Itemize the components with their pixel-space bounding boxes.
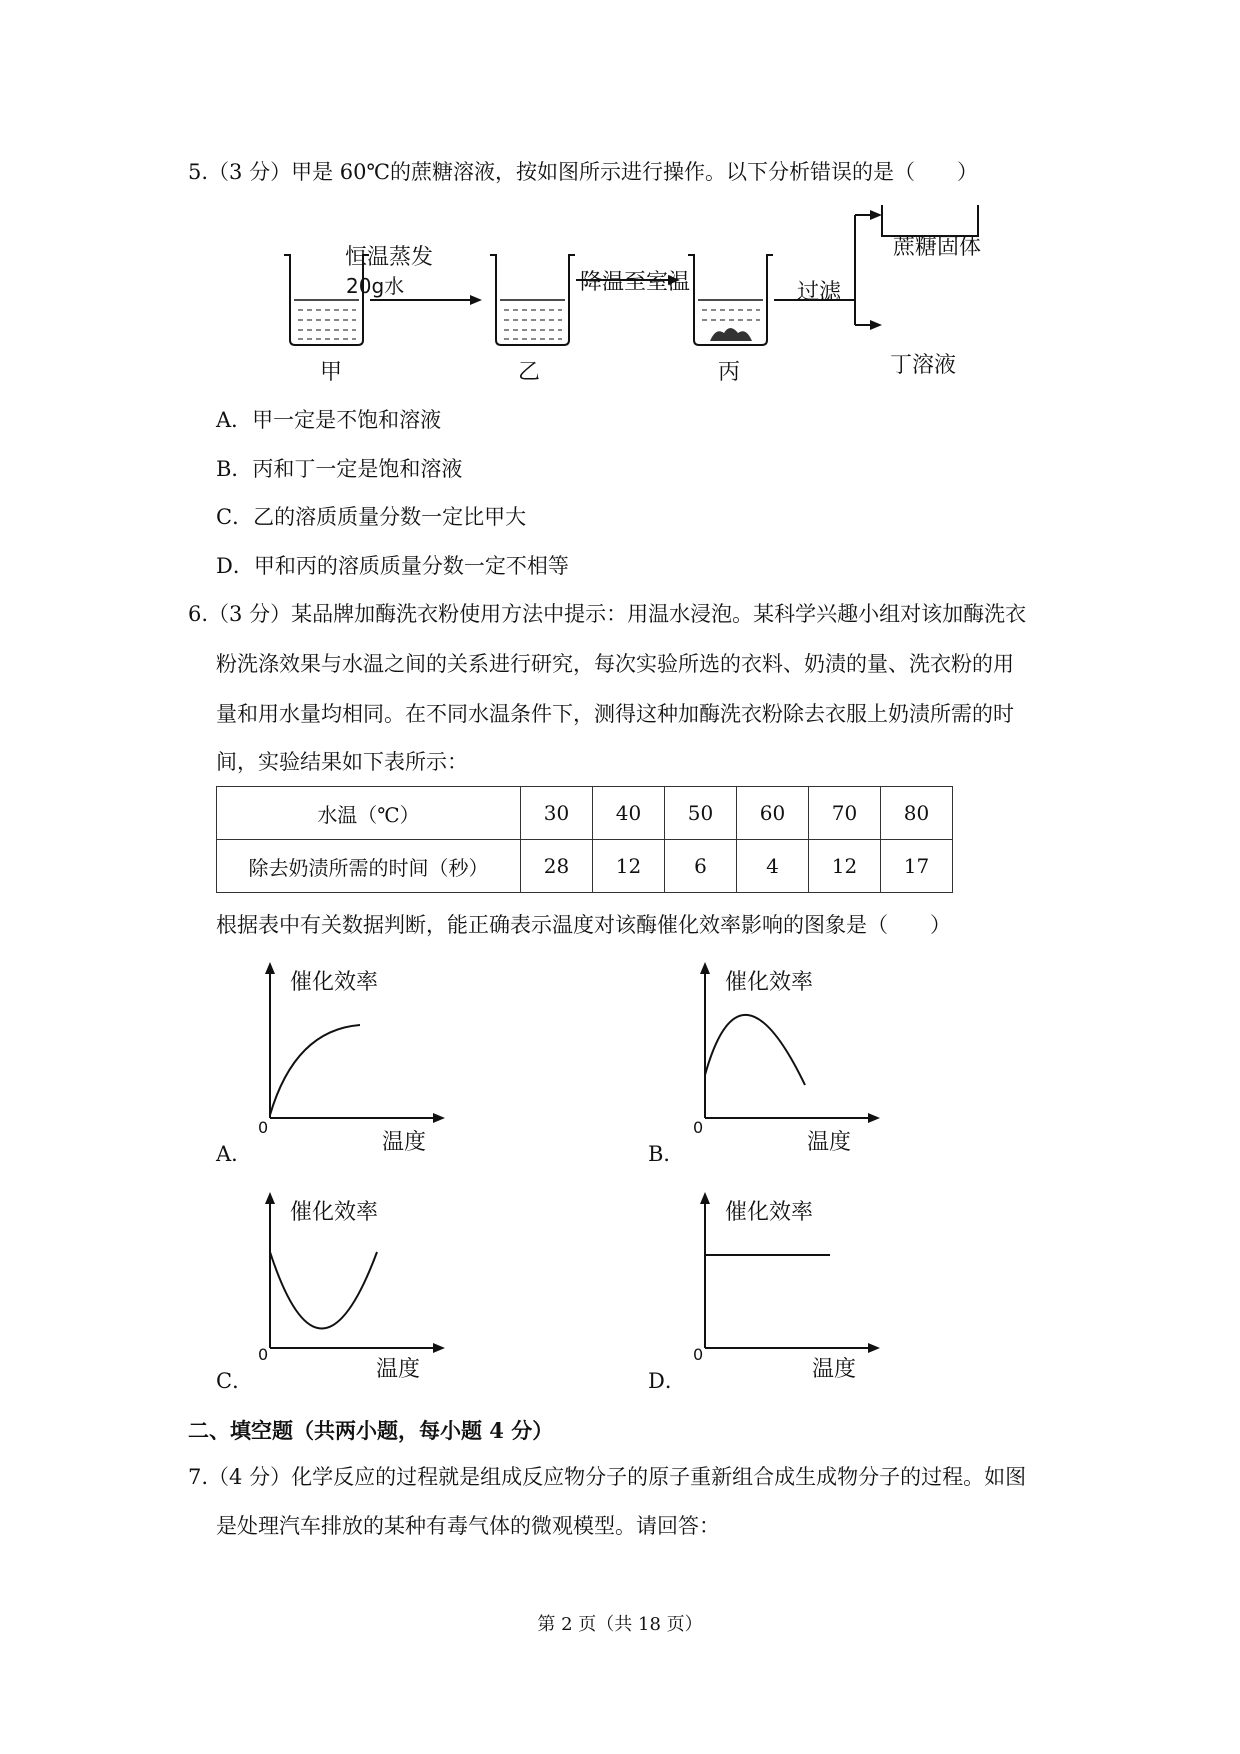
output-liquid-label: 丁溶液 — [890, 353, 957, 378]
beaker-label-jia: 甲 — [320, 360, 343, 385]
q5-option-c: C．乙的溶质质量分数一定比甲大 — [216, 505, 527, 529]
q6-stem-line-2: 粉洗涤效果与水温之间的关系进行研究，每次实验所选的衣料、奶渍的量、洗衣粉的用 — [216, 652, 1014, 676]
q6-stem-line-1: 6.（3 分）某品牌加酶洗衣粉使用方法中提示：用温水浸泡。某科学兴趣小组对该加酶洗衣 — [188, 602, 1027, 626]
table-cell: 12 — [593, 840, 665, 893]
section-2-heading: 二、填空题（共两小题，每小题 4 分） — [188, 1418, 554, 1443]
q7-line-2: 是处理汽车排放的某种有毒气体的微观模型。请回答： — [216, 1514, 720, 1538]
q7-line-1: 7.（4 分）化学反应的过程就是组成反应物分子的原子重新组合成生成物分子的过程。如图 — [188, 1465, 1027, 1489]
curve-rise-fall — [705, 1015, 805, 1085]
graph-b-ylabel: 催化效率 — [725, 970, 814, 995]
graph-d-origin: 0 — [693, 1345, 704, 1364]
curve-saturating — [270, 1025, 360, 1115]
table-cell: 6 — [665, 840, 737, 893]
table-cell: 12 — [809, 840, 881, 893]
table-cell: 4 — [737, 840, 809, 893]
table-cell: 30 — [521, 787, 593, 840]
graph-d-letter: D． — [648, 1369, 686, 1393]
table-cell: 28 — [521, 840, 593, 893]
graph-c-letter: C． — [216, 1369, 254, 1393]
graph-b-origin: 0 — [693, 1118, 704, 1137]
page-footer: 第 2 页（共 18 页） — [537, 1614, 703, 1635]
output-solid-label: 蔗糖固体 — [893, 235, 982, 260]
beaker-bing — [688, 255, 773, 345]
row-header-time: 除去奶渍所需的时间（秒） — [217, 840, 521, 893]
graph-a-ylabel: 催化效率 — [290, 970, 379, 995]
table-cell: 17 — [881, 840, 953, 893]
crystals-icon — [710, 328, 752, 341]
beaker-label-yi: 乙 — [518, 360, 541, 385]
table-row — [217, 787, 953, 840]
table-cell: 80 — [881, 787, 953, 840]
table-cell: 70 — [809, 787, 881, 840]
table-cell: 40 — [593, 787, 665, 840]
graph-d-xlabel: 温度 — [812, 1357, 857, 1382]
table-cell: 60 — [737, 787, 809, 840]
graph-d-ylabel: 催化效率 — [725, 1200, 814, 1225]
curve-fall-rise — [270, 1252, 377, 1329]
beaker-label-bing: 丙 — [718, 360, 741, 385]
graph-c-origin: 0 — [258, 1345, 269, 1364]
q5-stem: 5.（3 分）甲是 60℃的蔗糖溶液，按如图所示进行操作。以下分析错误的是（ ） — [188, 160, 978, 184]
row-header-temperature: 水温（℃） — [217, 787, 521, 840]
q5-option-d: D．甲和丙的溶质质量分数一定不相等 — [216, 554, 569, 578]
q5-option-a: A．甲一定是不饱和溶液 — [216, 408, 442, 432]
beaker-yi — [490, 255, 575, 345]
graph-a-xlabel: 温度 — [382, 1130, 427, 1155]
q5-option-b: B．丙和丁一定是饱和溶液 — [216, 457, 463, 481]
step3-label: 过滤 — [797, 280, 842, 305]
graph-b-letter: B． — [648, 1142, 685, 1166]
table-cell: 50 — [665, 787, 737, 840]
graph-a-letter: A． — [216, 1142, 253, 1166]
q6-stem-line-3: 量和用水量均相同。在不同水温条件下，测得这种加酶洗衣粉除去衣服上奶渍所需的时 — [216, 702, 1014, 726]
q6-question: 根据表中有关数据判断，能正确表示温度对该酶催化效率影响的图象是（ ） — [216, 913, 951, 937]
step1-label: 恒温蒸发 — [345, 245, 434, 270]
q6-data-table — [216, 786, 953, 893]
step1-sublabel: 20g水 — [346, 274, 405, 298]
table-row — [217, 840, 953, 893]
q6-stem-line-4: 间，实验结果如下表所示： — [216, 750, 468, 774]
graph-a-origin: 0 — [258, 1118, 269, 1137]
graph-b-xlabel: 温度 — [807, 1130, 852, 1155]
graph-c-ylabel: 催化效率 — [290, 1200, 379, 1225]
step2-label: 降温至室温 — [580, 270, 691, 295]
graph-c-xlabel: 温度 — [376, 1357, 421, 1382]
